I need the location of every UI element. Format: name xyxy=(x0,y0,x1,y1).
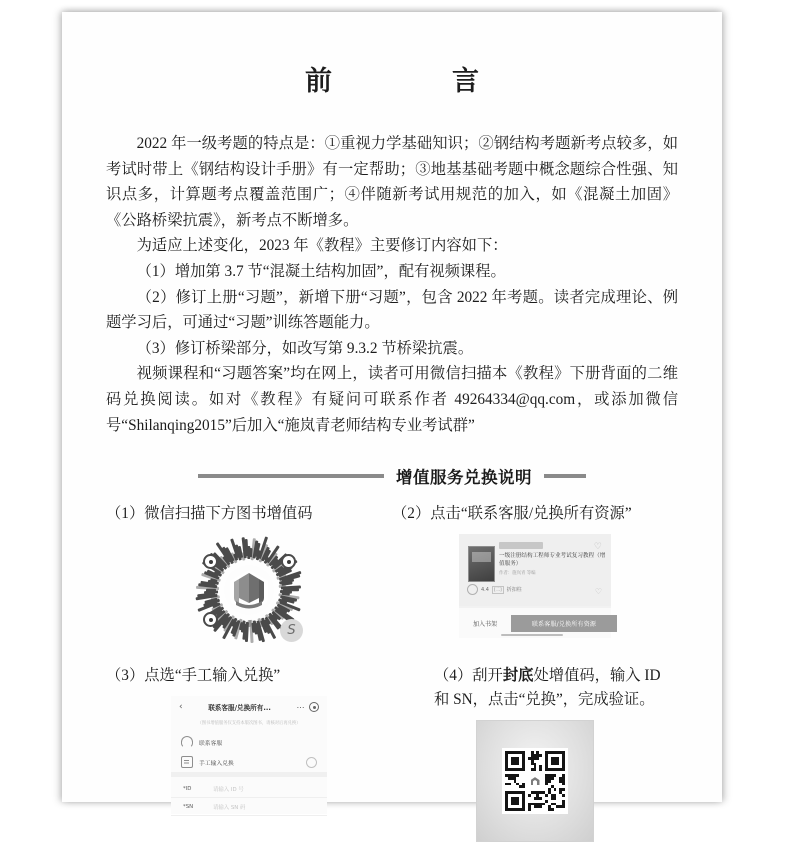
step-1-text: 微信扫描下方图书增值码 xyxy=(144,505,313,523)
id-input[interactable]: 请输入 ID 号 xyxy=(213,786,244,793)
section-divider xyxy=(171,772,327,777)
book-title: 一级注册结构工程师专业考试复习教程（增值服务） xyxy=(499,553,606,568)
contact-support-row[interactable] xyxy=(171,732,327,752)
gear-icon[interactable] xyxy=(306,757,317,768)
redemption-page-screenshot xyxy=(171,696,327,814)
step-3-figure xyxy=(106,688,392,814)
step-2-text: 点击“联系客服/兑换所有资源” xyxy=(430,505,632,523)
code-finder-top-right xyxy=(281,554,296,569)
paragraph-5: （3）修订桥梁部分，如改写第 9.3.2 节桥梁抗震。 xyxy=(136,339,474,357)
book-cover-thumbnail xyxy=(468,546,495,582)
step-2-number: （2） xyxy=(392,505,431,523)
step-1-label xyxy=(106,502,392,526)
step-2 xyxy=(392,502,678,646)
rating-label: 折扣柱 xyxy=(506,587,522,594)
headset-icon xyxy=(181,736,193,748)
step-3-label xyxy=(106,664,392,688)
step-2-label xyxy=(392,502,678,526)
sn-field-label: *SN xyxy=(183,803,194,810)
paragraph-3: （1）增加第 3.7 节“混凝土结构加固”，配有视频课程。 xyxy=(136,262,506,280)
app-book-detail-screenshot xyxy=(459,534,611,638)
section-heading xyxy=(106,438,678,488)
contact-support-redeem-button[interactable]: 联系客服/兑换所有资源 xyxy=(511,615,617,632)
add-to-shelf-button[interactable]: 加入书架 xyxy=(472,620,497,628)
page-title: 前 言 xyxy=(305,66,501,97)
wechat-miniprogram-code-icon xyxy=(193,534,305,646)
step-4-text-bold: 封底 xyxy=(502,667,534,685)
favorite-heart-icon[interactable]: ♡ xyxy=(593,542,602,553)
step-4-label xyxy=(392,664,678,712)
rating-avatar-icon xyxy=(467,584,478,595)
manual-input-label: 手工输入兑换 xyxy=(199,760,234,767)
step-1-number: （1） xyxy=(106,505,145,523)
step-1 xyxy=(106,502,392,646)
preface-body xyxy=(106,95,678,438)
step-2-figure xyxy=(392,526,678,638)
heading-rule-left xyxy=(198,474,384,478)
paragraph-1: 2022 年一级考题的特点是：①重视力学基础知识；②钢结构考题新考点较多，如考试时带上《钢结构设计手册》有一定帮助；③地基基础考题中概念题综合性强、知识点多，计算题考点覆盖范围广；④伴随新考试用规范的加入，如《混凝土加固》《公路桥梁抗震》，新考点不断增多。 xyxy=(106,135,678,229)
more-dots-icon[interactable]: ⋯ xyxy=(296,702,305,712)
favorite-heart-icon-secondary[interactable]: ♡ xyxy=(594,587,602,597)
target-circle-icon[interactable] xyxy=(309,702,319,712)
book-author: 作者：施岚青 等编 xyxy=(499,571,536,577)
scratch-card-photo xyxy=(476,720,594,842)
id-field-label: *ID xyxy=(183,785,192,792)
section-heading-text: 增值服务兑换说明 xyxy=(396,468,532,488)
manual-input-row[interactable] xyxy=(171,752,327,772)
sn-field-row[interactable] xyxy=(171,798,327,816)
wechat-badge-icon: S xyxy=(280,619,303,642)
nav-subtitle: （图书增值服务仅支持本版次图书，请核对后再兑换） xyxy=(197,721,301,727)
home-indicator xyxy=(501,634,563,636)
paragraph-6: 视频课程和“习题答案”均在网上，读者可用微信扫描本《教程》下册背面的二维码兑换阅读。如对《教程》有疑问可联系作者 49264334@qq.com，或添加微信号“Shilanqing2015”后加入“施岚青老师结构专业考试群” xyxy=(106,365,678,434)
publisher-logo-icon xyxy=(226,568,272,612)
step-3-number: （3） xyxy=(106,667,145,685)
id-field-row[interactable] xyxy=(171,780,327,798)
redemption-steps xyxy=(106,488,678,842)
step-3-text: 点选“手工输入兑换” xyxy=(144,667,281,685)
paragraph-2: 为适应上述变化，2023 年《教程》主要修订内容如下： xyxy=(136,237,508,255)
sn-input[interactable]: 请输入 SN 码 xyxy=(213,804,246,811)
heading-rule-right xyxy=(544,474,586,478)
qr-code-icon xyxy=(502,748,568,814)
book-tag-pill xyxy=(499,542,543,549)
app-nav-bar xyxy=(171,696,327,718)
document-page xyxy=(62,12,722,811)
step-1-figure xyxy=(106,526,392,646)
keyboard-icon xyxy=(181,756,193,768)
contact-support-label: 联系客服 xyxy=(199,740,223,747)
back-chevron-icon[interactable]: ‹ xyxy=(179,702,183,713)
step-4-figure xyxy=(392,712,678,842)
book-rating-row xyxy=(467,584,522,595)
rating-tag: [二] xyxy=(493,587,502,593)
step-3 xyxy=(106,646,392,842)
paragraph-4: （2）修订上册“习题”，新增下册“习题”，包含 2022 年考题。读者完成理论、例题学习后，可通过“习题”训练答题能力。 xyxy=(106,288,678,332)
step-4-text-prefix: 刮开 xyxy=(472,667,503,685)
step-4-text-suffix: 处增值码，输入 ID 和 SN，点击“兑换”，完成验证。 xyxy=(434,667,661,709)
step-4 xyxy=(392,646,678,842)
page-content xyxy=(62,12,722,811)
nav-title: 联系客服/兑换所有... xyxy=(208,704,271,713)
step-4-number: （4） xyxy=(434,667,473,685)
rating-value: 4.4 xyxy=(481,586,489,593)
qr-center-logo-icon xyxy=(528,774,543,789)
